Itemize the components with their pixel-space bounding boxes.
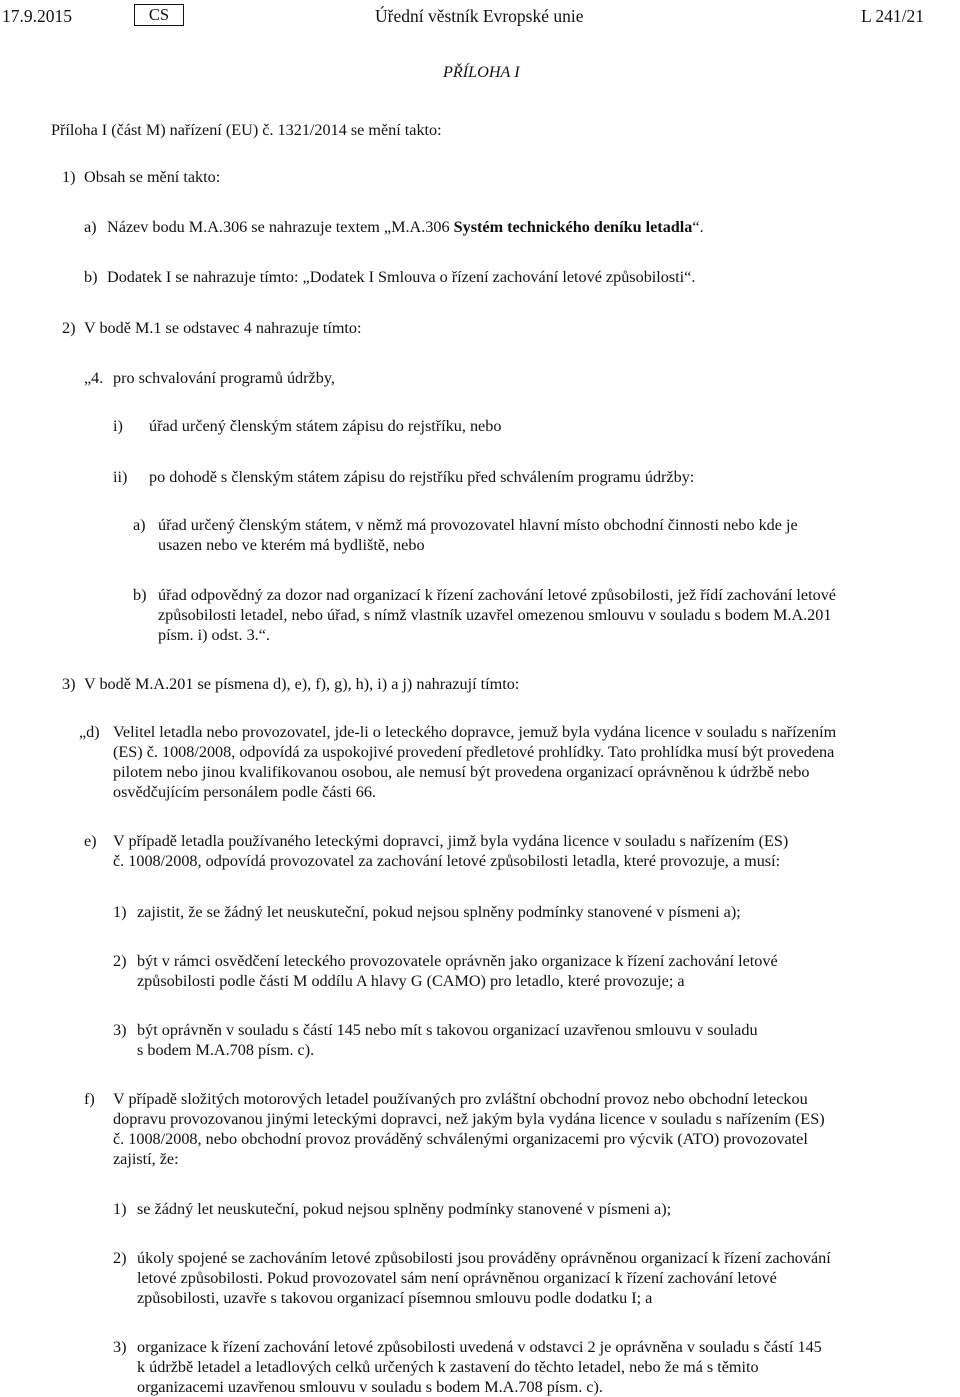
item-1a-text: Název bodu M.A.306 se nahrazuje textem „M.A.306 Systém technického deníku letadla“. [107,218,704,236]
item-3f2-line: letové způsobilosti. Pokud provozovatel sám není oprávněnou organizací k řízení zachování letové [137,1269,777,1287]
intro-text: Příloha I (část M) nařízení (EU) č. 1321/2014 se mění takto: [51,121,442,139]
item-2-text: V bodě M.1 se odstavec 4 nahrazuje tímto: [84,319,362,337]
item-1-label: 1) [62,168,76,186]
item-2b-line: úřad odpovědný za dozor nad organizací k řízení zachování letové způsobilosti, jež řídí zachování letové [158,586,836,604]
quote-4-label: „4. [84,369,104,387]
item-3-text: V bodě M.A.201 se písmena d), e), f), g), h), i) a j) nahrazují tímto: [84,675,520,693]
item-2b-label: b) [133,586,147,604]
item-3d-line: Velitel letadla nebo provozovatel, jde-li o leteckého dopravce, jemuž byla vydána licence v souladu s nařízením [113,723,837,741]
item-3d-line: (ES) č. 1008/2008, odpovídá za uspokojivé provedení předletové prohlídky. Tato prohlídka musí být provedena [113,743,835,761]
item-3f1-label: 1) [113,1200,127,1218]
language-badge: CS [134,4,184,26]
item-1b-label: b) [84,268,98,286]
item-2a-line: usazen nebo ve kterém má bydliště, nebo [158,536,425,554]
item-2b-line: písm. i) odst. 3.“. [158,626,270,644]
item-2ii-text: po dohodě s členským státem zápisu do rejstříku před schválením programu údržby: [149,468,695,486]
item-3f-label: f) [84,1090,95,1108]
item-3f-line: V případě složitých motorových letadel používaných pro zvláštní obchodní provoz nebo obchodní leteckou [113,1090,808,1108]
item-3e1-line: zajistit, že se žádný let neuskuteční, pokud nejsou splněny podmínky stanovené v písmeni a); [137,903,741,921]
item-3f2-line: způsobilosti, uzavře s takovou organizací písemnou smlouvu podle dodatku I; a [137,1289,653,1307]
item-3f-line: zajistí, že: [113,1150,179,1168]
item-2a-line: úřad určený členským státem, v němž má provozovatel hlavní místo obchodní činnosti nebo kde je [158,516,798,534]
item-3e-line: č. 1008/2008, odpovídá provozovatel za zachování letové způsobilosti letadla, které provozuje, a musí: [113,852,781,870]
item-3e3-label: 3) [113,1021,127,1039]
item-3f-line: dopravu provozovanou jinými leteckými dopravci, než jakým byla vydána licence v souladu s nařízením (ES) [113,1110,825,1128]
item-1a-label: a) [84,218,97,236]
item-2a-label: a) [133,516,146,534]
item-1a-bold-title: Systém technického deníku letadla [453,218,693,236]
item-3f3-label: 3) [113,1338,127,1356]
page-reference: L 241/21 [861,6,925,26]
item-2i-text: úřad určený členským státem zápisu do rejstříku, nebo [149,417,502,435]
item-3e2-label: 2) [113,952,127,970]
item-3e3-line: s bodem M.A.708 písm. c). [137,1041,315,1059]
annex-title: PŘÍLOHA I [443,63,520,81]
item-1b-text: Dodatek I se nahrazuje tímto: „Dodatek I Smlouva o řízení zachování letové způsobilosti“. [107,268,696,286]
item-2-label: 2) [62,319,76,337]
publication-date: 17.9.2015 [2,6,72,26]
journal-title: Úřední věstník Evropské unie [375,6,584,26]
item-2i-label: i) [113,417,123,435]
item-3d-line: pilotem nebo jinou kvalifikovanou osobou, ale nemusí být provedena organizací oprávněnou k údržbě nebo [113,763,810,781]
item-3f3-line: organizacemi uzavřenou smlouvu v souladu s bodem M.A.708 písm. c). [137,1378,603,1396]
item-3e1-label: 1) [113,903,127,921]
item-2ii-label: ii) [113,468,128,486]
item-3e3-line: být oprávněn v souladu s částí 145 nebo mít s takovou organizací uzavřenou smlouvu v souladu [137,1021,758,1039]
item-3f3-line: organizace k řízení zachování letové způsobilosti uvedená v odstavci 2 je oprávněna v souladu s částí 145 [137,1338,822,1356]
item-3d-label: „d) [79,723,100,741]
item-3e2-line: být v rámci osvědčení leteckého provozovatele oprávněn jako organizace k řízení zachování letové [137,952,778,970]
item-3-label: 3) [62,675,76,693]
item-3e-label: e) [84,832,97,850]
quote-4-text: pro schvalování programů údržby, [113,369,335,387]
item-2b-line: způsobilosti letadel, nebo úřad, s nímž vlastník uzavřel omezenou smlouvu v souladu s bodem M.A.201 [158,606,832,624]
item-3e2-line: způsobilosti podle části M oddílu A hlavy G (CAMO) pro letadlo, které provozuje; a [137,972,685,990]
item-3f-line: č. 1008/2008, nebo obchodní provoz prováděný schválenými organizacemi pro výcvik (ATO) provozovatel [113,1130,808,1148]
item-3f1-line: se žádný let neuskuteční, pokud nejsou splněny podmínky stanovené v písmeni a); [137,1200,672,1218]
item-1-text: Obsah se mění takto: [84,168,221,186]
page-header [0,4,960,28]
item-3e-line: V případě letadla používaného leteckými dopravci, jimž byla vydána licence v souladu s nařízením (ES) [113,832,789,850]
item-3d-line: osvědčujícím personálem podle části 66. [113,783,376,801]
item-3f3-line: k údržbě letadel a letadlových celků určených k zastavení do těchto letadel, nebo že má s těmito [137,1358,759,1376]
item-3f2-label: 2) [113,1249,127,1267]
item-3f2-line: úkoly spojené se zachováním letové způsobilosti jsou prováděny oprávněnou organizací k řízení zachování [137,1249,831,1267]
